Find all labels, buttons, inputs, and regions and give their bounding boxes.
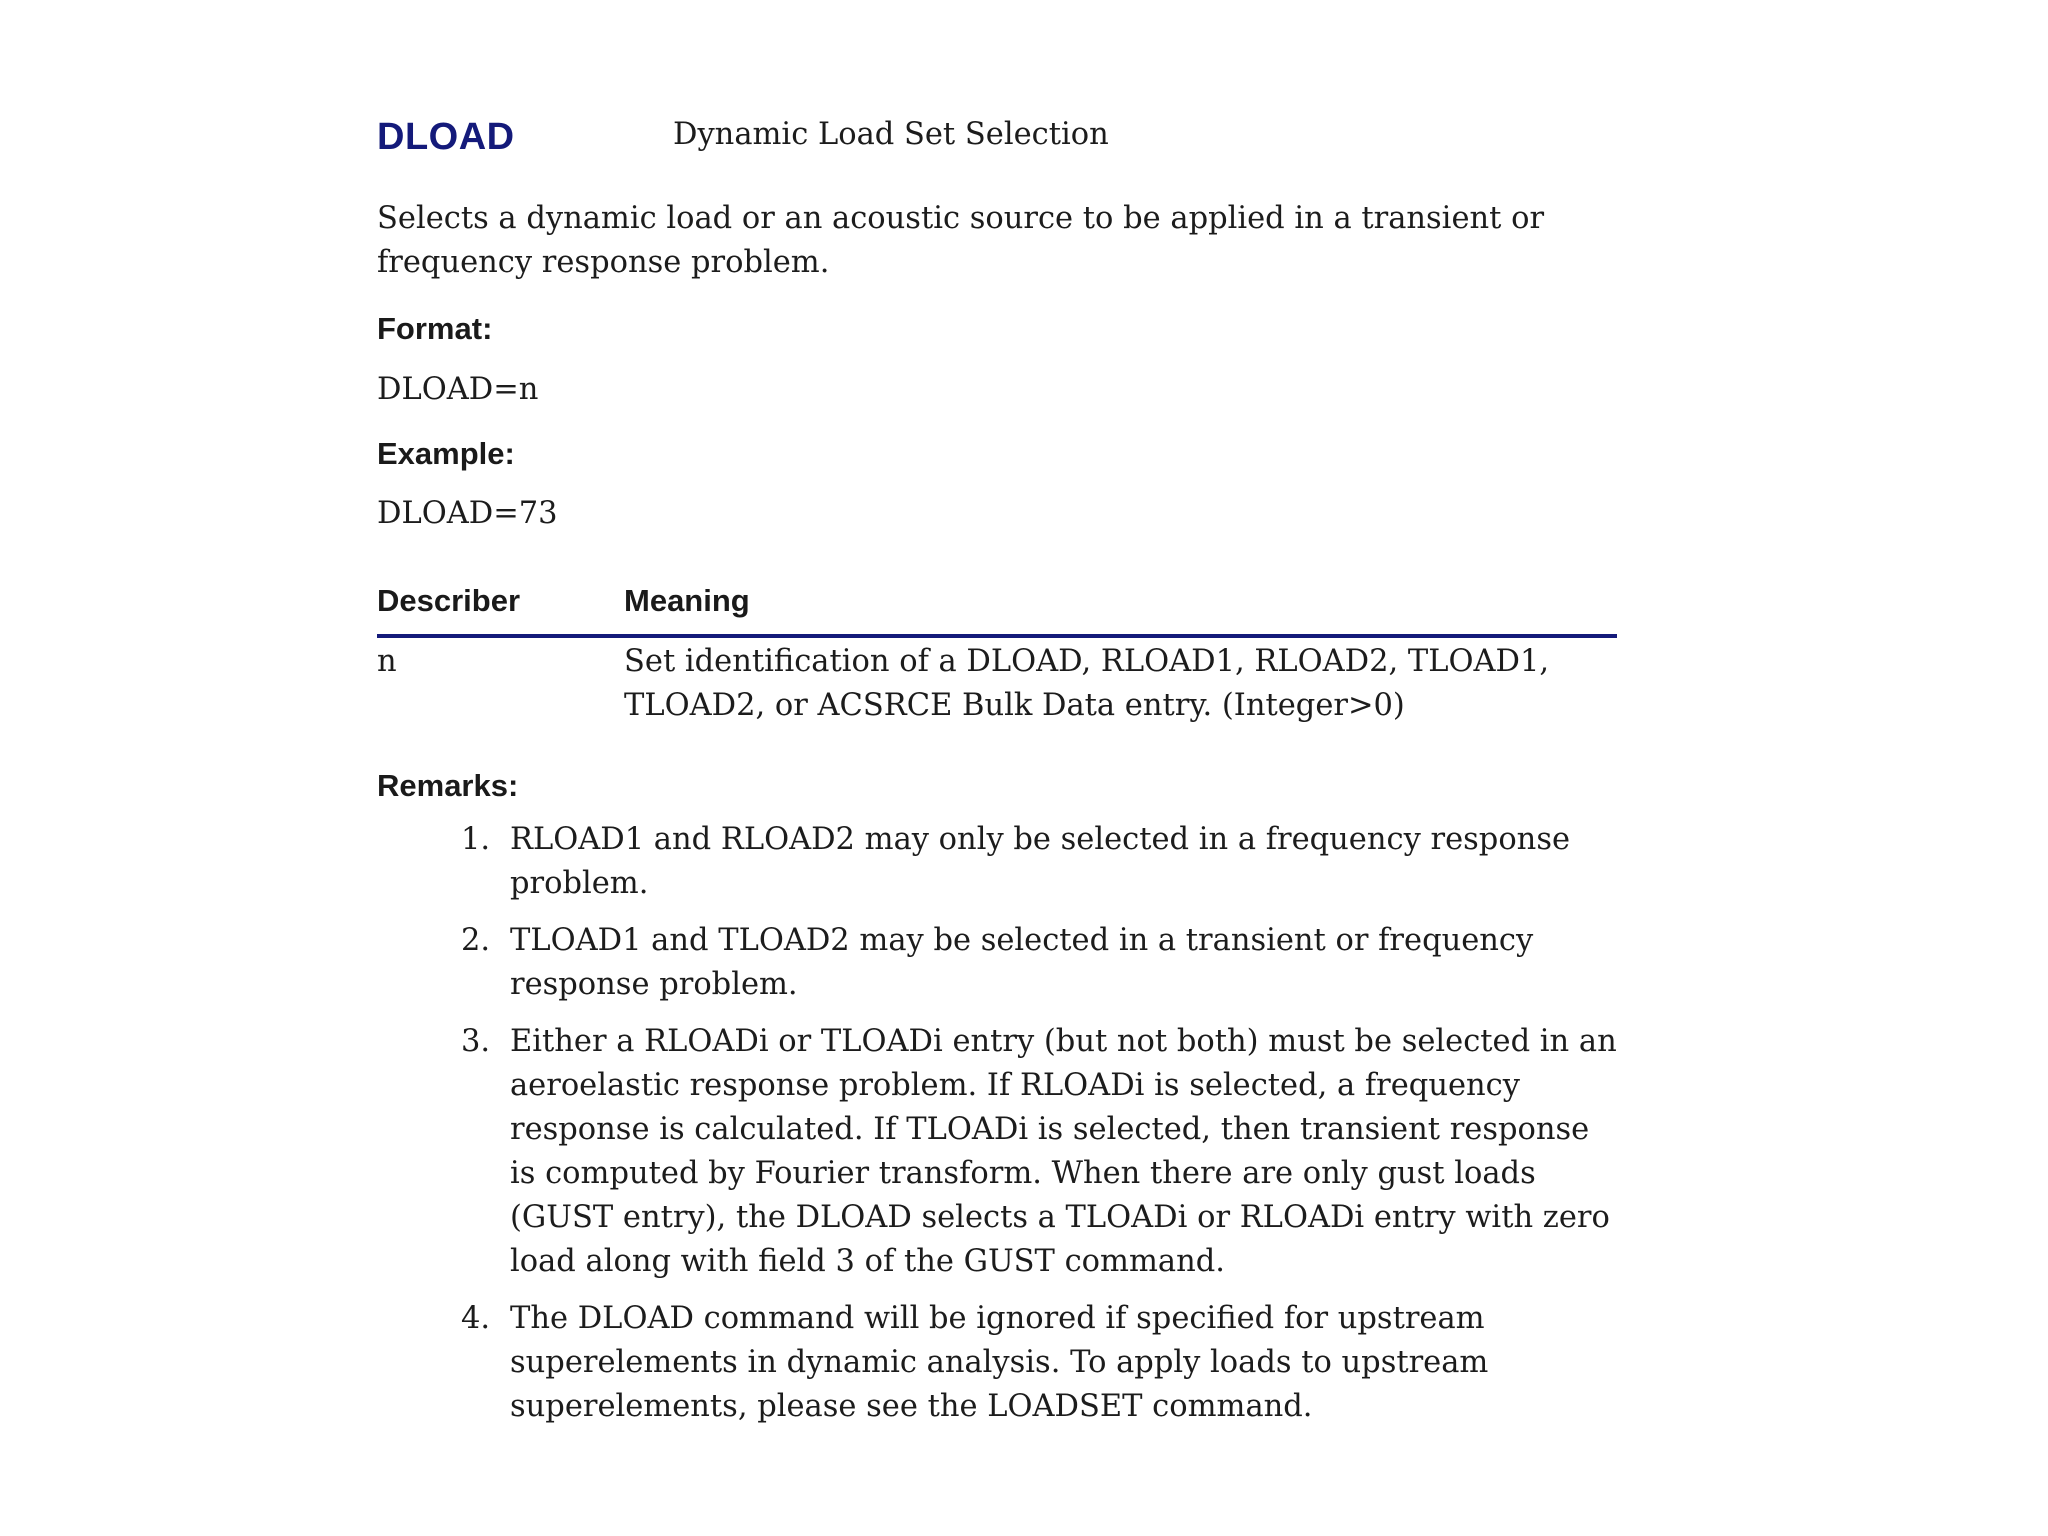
remark-text: The DLOAD command will be ignored if specified for upstream superelements in dynamic analysis. To apply loads to upstream superelements, please see the LOADSET command.	[510, 1301, 1489, 1424]
remarks-heading: Remarks:	[377, 768, 519, 803]
remark-number: 1.	[461, 822, 491, 857]
list-item	[377, 1297, 1617, 1429]
column-header-describer: Describer	[377, 583, 521, 618]
table-header	[377, 583, 1617, 637]
table-row	[377, 640, 1617, 740]
remark-number: 3.	[461, 1024, 491, 1059]
table-header-rule	[377, 634, 1617, 638]
list-item	[377, 818, 1617, 906]
describer-table	[377, 583, 1617, 740]
command-title: Dynamic Load Set Selection	[673, 117, 1109, 152]
command-description: Selects a dynamic load or an acoustic source to be applied in a transient or frequency response problem.	[377, 201, 1545, 280]
list-item	[377, 919, 1617, 1007]
remark-text: Either a RLOADi or TLOADi entry (but not both) must be selected in an aeroelastic response problem. If RLOADi is selected, a frequency response is calculated. If TLOADi is selected, then transient response is computed by Fourier transform. When there are only gust loads (GUST entry), the DLOAD selects a TLOADi or RLOADi entry with zero load along with field 3 of the GUST command.	[510, 1024, 1617, 1279]
example-value: DLOAD=73	[377, 496, 558, 531]
format-value: DLOAD=n	[377, 372, 539, 407]
list-item	[377, 1020, 1617, 1284]
meaning-cell: Set identification of a DLOAD, RLOAD1, RLOAD2, TLOAD1, TLOAD2, or ACSRCE Bulk Data entry. (Integer>0)	[624, 644, 1550, 723]
command-name: DLOAD	[377, 116, 515, 158]
describer-cell: n	[377, 644, 397, 679]
column-header-meaning: Meaning	[624, 583, 750, 618]
remarks-list	[377, 818, 1617, 1442]
remark-number: 2.	[461, 923, 491, 958]
format-heading: Format:	[377, 311, 493, 346]
remark-text: RLOAD1 and RLOAD2 may only be selected in a frequency response problem.	[510, 822, 1571, 901]
remark-number: 4.	[461, 1301, 491, 1336]
remark-text: TLOAD1 and TLOAD2 may be selected in a transient or frequency response problem.	[510, 923, 1534, 1002]
example-heading: Example:	[377, 436, 515, 471]
